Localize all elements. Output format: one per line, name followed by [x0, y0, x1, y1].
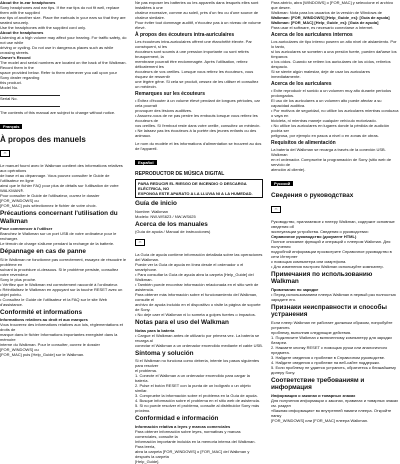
paragraph-line: Si se siente algún malestar, deje de usar los auriculares inmediatamente.: [271, 69, 370, 79]
list-item: provoquer des lésions auditives.: [135, 108, 193, 113]
paragraph-line: ainsi que le fichier FAQ pour plus de détails sur l'utilisation de votre WALKMAN®.: [0, 183, 119, 193]
paragraph-line: La Guía de ayuda contiene información detallada sobre las operaciones del Walkman.: [135, 252, 263, 262]
paragraph-line: Para obtener información sobre leyes, normativas y marcas comerciales, consulte la: [135, 428, 241, 439]
section-heading: Соответствие требованиям и информация: [271, 376, 365, 391]
paragraph-line: Le nom du modèle et les informations d'alimentation se trouvent au dos de l'appareil.: [135, 141, 262, 151]
list-item: • Réinitialisez le Walkman en appuyant sur la touche RESET avec un objet pointu.: [0, 286, 123, 297]
paragraph-line: Для получения информации о законах, правилах и товарных знаках см. раздел: [271, 397, 399, 408]
paragraph-line: Vous trouverez des informations relatives aux lois, réglementations et droits de: [0, 322, 123, 332]
list-item: peligrosa, por ejemplo en pasos a nivel o en zonas de obras.: [271, 133, 379, 138]
paragraph-line: Si le Walkman ne fonctionne pas correctement, essayez de résoudre le problème en: [0, 256, 127, 267]
paragraph-line: membrane pourrait être endommagée. Après l'utilisation, retirez délicatement les: [135, 59, 248, 69]
section-heading: Précautions concernant l'utilisation du Walkman: [0, 210, 118, 225]
paragraph-line: o los oídos. Cuando se retiren los auriculares de los oídos, retírelos despacio.: [271, 59, 391, 69]
paragraph-line: Pour consulter le Guide de l'utilisateur, ouvrez le dossier [FOR_WINDOWS] ou: [0, 193, 100, 203]
section-heading: Acerca de los auriculares: [271, 81, 332, 87]
subsection-heading: Informations relatives au droit et aux marques: [0, 317, 88, 322]
language-tag-spanish: Español: [135, 160, 157, 165]
paragraph-line: Справочное руководство (документ HTML): [271, 233, 357, 239]
paragraph-line: Para obtener más información sobre el funcionamiento del Walkman, consulte el: [135, 292, 258, 302]
owners-record: [0, 55, 127, 115]
subsection-heading: Pour commencer à l'utiliser: [0, 226, 53, 231]
paragraph-line: écouteurs de vos oreilles. Lorsque vous retirez les écouteurs, vous risquez de ressentir: [135, 69, 254, 79]
paragraph-line: проблему, выполнив следующие действия.: [271, 329, 352, 335]
list-item: 4. Busque información sobre el problema en el sitio web de asistencia.: [135, 398, 260, 403]
paragraph-line: marque dans le fichier Informations importantes enregistré dans la mémoire: [0, 332, 118, 342]
language-tag-french: Français: [0, 124, 22, 129]
list-item: • Для изменения настроек Walkman используйте компьютер.: [271, 263, 384, 269]
paragraph-line: Para abrirlo, abra [WINDOWS] o [FOR_MAC] y seleccione el archivo que desee.: [271, 0, 394, 10]
paragraph-line: Modelo: NW-WS623 / NW-WS625: [135, 213, 196, 219]
paragraph-line: de base et au dépannage. Vous pouvez consulter le Guide de l'utilisateur en ligne: [0, 173, 110, 183]
paragraph-line: Sony le plus proche.: [0, 276, 37, 282]
section-heading: Dépannage en cas de panne: [0, 248, 86, 255]
list-item: 2. Нажмите кнопку RESET с помощью ручки или аналогичного предмета.: [271, 344, 388, 355]
paragraph-line: Le témoin de charge s'allume pendant la recharge de la batterie.: [0, 241, 115, 246]
product-title: REPRODUCTOR DE MÚSICA DIGITAL: [135, 171, 225, 177]
paragraph-line: Le manuel fourni avec le Walkman contient des informations relatives aux opérations: [0, 163, 123, 173]
list-item: • Para consultar la Guía de ayuda abra la carpeta [Help_Guide] del Walkman.: [135, 272, 254, 282]
paragraph-line: space provided below. Refer to them whenever you call upon your Sony dealer regarding: [0, 70, 117, 80]
paragraph-line: Use the headphones with the supplied cord only.: [0, 25, 86, 30]
paragraph-line: abra la carpeta [FOR_WINDOWS] o [FOR_MAC] del Walkman y después la carpeta: [135, 448, 250, 459]
subsection-heading: Примечания по зарядке: [271, 286, 319, 292]
paragraph-line: ear tips of another size. Place the earbuds in your ears so that they are seated securely.: [0, 15, 126, 25]
list-item: 3. Compruebe la información sobre el problema en la Guía de ayuda.: [135, 393, 258, 398]
subsection-heading: (Guía de ayuda / Manual de instrucciones): [135, 229, 211, 234]
paragraph-line: Les écouteurs intra-auriculaires offrent une étanchéité élevée. Par conséquent, si les: [135, 39, 252, 49]
list-item: • Assurez-vous de ne pas perdre les embouts lorsque vous retirez les écouteurs de: [135, 113, 258, 123]
paragraph-line: Si el Walkman no funciona como debería, intente los pasos siguientes para resolver: [135, 358, 260, 368]
paragraph-heading: About the in-ear headphones: [0, 0, 56, 5]
paragraph-line: suivant la procédure ci-dessous. Si le problème persiste, consultez votre revendeur: [0, 266, 119, 277]
paragraph-line: Información importante incluida en la memoria interna del Walkman. Para leerla,: [135, 438, 256, 449]
paragraph-line: une légère gêne. Si cela se produit, cessez de les utiliser et consultez un médecin.: [135, 79, 259, 89]
section-heading: Conformidad e información: [135, 415, 219, 422]
paragraph-line: Los auriculares de tipo interno poseen un alto nivel de aislamiento. Por lo tanto,: [271, 39, 397, 49]
section-heading: Сведения о руководствах: [271, 192, 354, 199]
book-icon: ▭: [271, 206, 281, 213]
paragraph-line: Listening at a high volume may affect your hearing. For traffic safety, do not use while: [0, 35, 127, 45]
section-heading: Guía de inicio: [135, 200, 177, 207]
list-item: El uso de los auriculares a un volumen alto puede afectar a su capacidad auditiva.: [271, 98, 382, 108]
paragraph-line: archivo de ayuda incluido en el dispositivo o visite la página de soporte de Sony.: [135, 302, 261, 312]
book-icon: ▭: [0, 150, 10, 157]
paragraph-line: [FOR_WINDOWS] или [FOR_MAC] плеера Walkman.: [271, 417, 369, 423]
column-middle: [135, 0, 263, 464]
list-item: • No deje caer el Walkman ni lo someta a golpes fuertes o impactos.: [135, 312, 256, 317]
serial-number-label: Serial No.: [0, 96, 18, 101]
paragraph-line: Walkman: [FOR_MAC] [Help_Guide_es]: [Guía de ayuda]: [271, 20, 379, 25]
section-heading: Requisitos de alimentación: [271, 140, 336, 146]
list-item: 5. Si no puede resolver el problema, consulte al distribuidor Sony más próximo.: [135, 403, 260, 413]
paragraph-line: el problema.: [135, 368, 158, 373]
section-heading: Acerca de los auriculares internos: [271, 32, 353, 38]
paragraph-line: Branchez le Walkman sur un port USB de votre ordinateur pour le recharger.: [0, 231, 117, 241]
paragraph-line: écouteurs sont soumis à une pression importante ou sont retirés brusquement, la: [135, 49, 249, 59]
section-heading: Acerca de los manuales: [135, 220, 208, 228]
paragraph-line: Pour éviter tout dommage auditif, n'écoutez pas à un niveau de volume élevé.: [135, 20, 261, 30]
list-item: • Evite reproducir el sonido a un volumen muy alto durante periodos prolongados.: [271, 88, 392, 98]
paragraph-line: atención al cliente).: [271, 167, 306, 172]
paragraph-line: «Важная информация» во внутренней памяти плеера. Откройте папку: [271, 407, 392, 418]
section-heading: Remarques sur les écouteurs: [135, 91, 206, 97]
paragraph-line: Para usar el software, es necesario conectarse a Internet.: [271, 25, 374, 30]
subsection-heading: Информация о законах и товарных знаках: [271, 392, 356, 398]
section-heading: À propos des manuels: [0, 135, 86, 144]
book-icon: ▭: [135, 239, 145, 246]
warning-box: [135, 179, 263, 198]
warning-line: PARA REDUCIR EL RIESGO DE INCENDIO O DESCARGA ELÉCTRICA, NO: [138, 181, 247, 191]
list-item: 1. Подключите Walkman к включенному компьютеру для зарядки батареи.: [271, 334, 392, 345]
paragraph-line: Puede ver la Guía de ayuda en línea desde el ordenador o el smartphone.: [135, 262, 244, 272]
paragraph-line: [Help_Guide].: [135, 458, 160, 464]
paragraph-line: Ne pas exposer les batteries ou les appareils dans lesquels elles sont installées à une: [135, 0, 259, 10]
paragraph-line: Полное описание функций и операций с плеером Walkman. Для получения: [271, 238, 391, 249]
list-item: 3. Найдите сведения о проблеме в Справочном руководстве.: [271, 354, 386, 360]
paragraph-line: The model and serial numbers are located on the back of the Walkman. Record them in the: [0, 60, 127, 70]
paragraph-line: [FOR_MAC] puis sélectionnez le fichier de votre choix.: [0, 203, 97, 208]
list-item: • Évitez d'écouter à un volume élevé pendant de longues périodes, car cela pourrait: [135, 98, 260, 108]
paragraph-line: driving or cycling. Do not use in dangerous places such as while crossing streets.: [0, 45, 114, 55]
model-number-label: Model No.: [0, 85, 19, 90]
list-item: conectar el Walkman a un ordenador encendido mediante el cable USB.: [135, 342, 263, 348]
paragraph-line: [FOR_MAC] puis [Help_Guide] sur le Walkman.: [0, 352, 85, 357]
language-tag-russian: Русский: [271, 181, 293, 186]
paragraph-line: Sony headphones and ear tips. If the ear tips do not fit well, replace them with the supplied: [0, 5, 120, 15]
paragraph-line: эксплуатации устройства. Сведения о руководствах:: [271, 228, 369, 234]
paragraph-line: подробной информации просмотрите Справочное руководство в сети Интернет: [271, 248, 392, 259]
list-item: 5. Если проблему не удается устранить, обратитесь к ближайшему дилеру Sony.: [271, 364, 396, 375]
section-heading: Síntoma y solución: [135, 349, 194, 357]
paragraph-line: chaleur excessive, comme au soleil, près d'un feu ou d'une source de chaleur similaire.: [135, 10, 259, 20]
paragraph-line: si los auriculares se someten a una presión fuerte, pueden dañarse los tímpanos: [271, 49, 397, 59]
section-heading: Примечания по использованию Walkman: [271, 270, 373, 285]
list-item: • Por motivos de seguridad, no utilice los auriculares mientras conduzca o vaya en: [271, 108, 399, 118]
paragraph-heading: About the headphones: [0, 30, 44, 35]
warning-line: EXPONGA ESTE APARATO A LA LLUVIA NI A LA HUMEDAD.: [138, 191, 253, 196]
list-item: • Consultez le Guide de l'utilisateur et la FAQ sur le site Web d'assistance.: [0, 296, 108, 307]
list-item: 4. Найдите сведения о проблеме на веб-сайте поддержки.: [271, 359, 380, 365]
list-item: • Перед использованием плеера Walkman в первый раз полностью зарядите его.: [271, 291, 396, 302]
paragraph-line: this product.: [0, 80, 22, 85]
column-right: [271, 0, 400, 423]
section-heading: Признаки неисправности и способы устранения: [271, 303, 387, 318]
paragraph-line: с помощью компьютера или смартфона.: [271, 258, 347, 264]
paragraph-line: Руководство, прилагаемое к плееру Walkman, содержит основные сведения об: [271, 218, 395, 229]
headphone-notes: [0, 0, 127, 55]
paragraph-line: Nombre: Walkman: [135, 208, 168, 214]
section-heading: Notas para el uso del Walkman: [135, 319, 229, 326]
paragraph-line: interne du Walkman. Pour le consulter, ouvrez le dossier [FOR_WINDOWS] ou: [0, 342, 100, 352]
list-item: 1. Conecte el Walkman a un ordenador encendido para cargar la batería.: [135, 373, 250, 383]
owners-record-heading: Owner's Record: [0, 55, 31, 60]
list-item: bicicleta, ni mientras maneje cualquier vehículo motorizado.: [271, 118, 377, 123]
subsection-heading: Notas para la batería: [135, 327, 175, 333]
paragraph-line: Walkman: [FOR_WINDOWS] [Help_Guide_es]: [Guía de ayuda]: [271, 15, 390, 20]
footer-note: The contents of this manual are subject to change without notice.: [0, 110, 116, 115]
list-item: • También puede encontrar información relacionada en el sitio web de asistencia.: [135, 282, 259, 292]
list-item: 2. Pulse el botón RESET con la punta de un bolígrafo o un objeto similar.: [135, 383, 251, 393]
section-heading: À propos des écouteurs intra-auriculaires: [135, 32, 235, 38]
subsection-heading: Información relativa a leyes y marcas comerciales: [135, 423, 231, 429]
list-item: • Ne laissez pas les écouteurs à la portée des jeunes enfants ou des animaux.: [135, 128, 257, 138]
section-heading: Conformité et informations: [0, 308, 83, 316]
paragraph-line: Если плеер Walkman не работает должным образом, попробуйте устранить: [271, 319, 393, 330]
paragraph-line: La batería del Walkman se recarga a través de la conexión USB. Walkman: [271, 147, 386, 157]
paragraph-line: en el ordenador. Compruebe la programación de Sony (sitio web de servicio de: [271, 157, 392, 167]
paragraph-line: Walkman: Nota para los usuarios de la versión de Windows de: [271, 10, 383, 15]
list-item: • No utilice los auriculares en lugares donde la pérdida de audición podría ser: [271, 123, 390, 133]
list-item: • Cargue el Walkman antes de utilizarlo por primera vez. La batería se recarga al: [135, 332, 260, 343]
list-item: • Vérifiez que le Walkman est correctement raccordé à l'ordinateur.: [0, 281, 119, 287]
column-left: [0, 0, 127, 400]
list-item: vos oreilles. Si l'embout reste dans votre oreille, consultez un médecin.: [135, 123, 261, 128]
